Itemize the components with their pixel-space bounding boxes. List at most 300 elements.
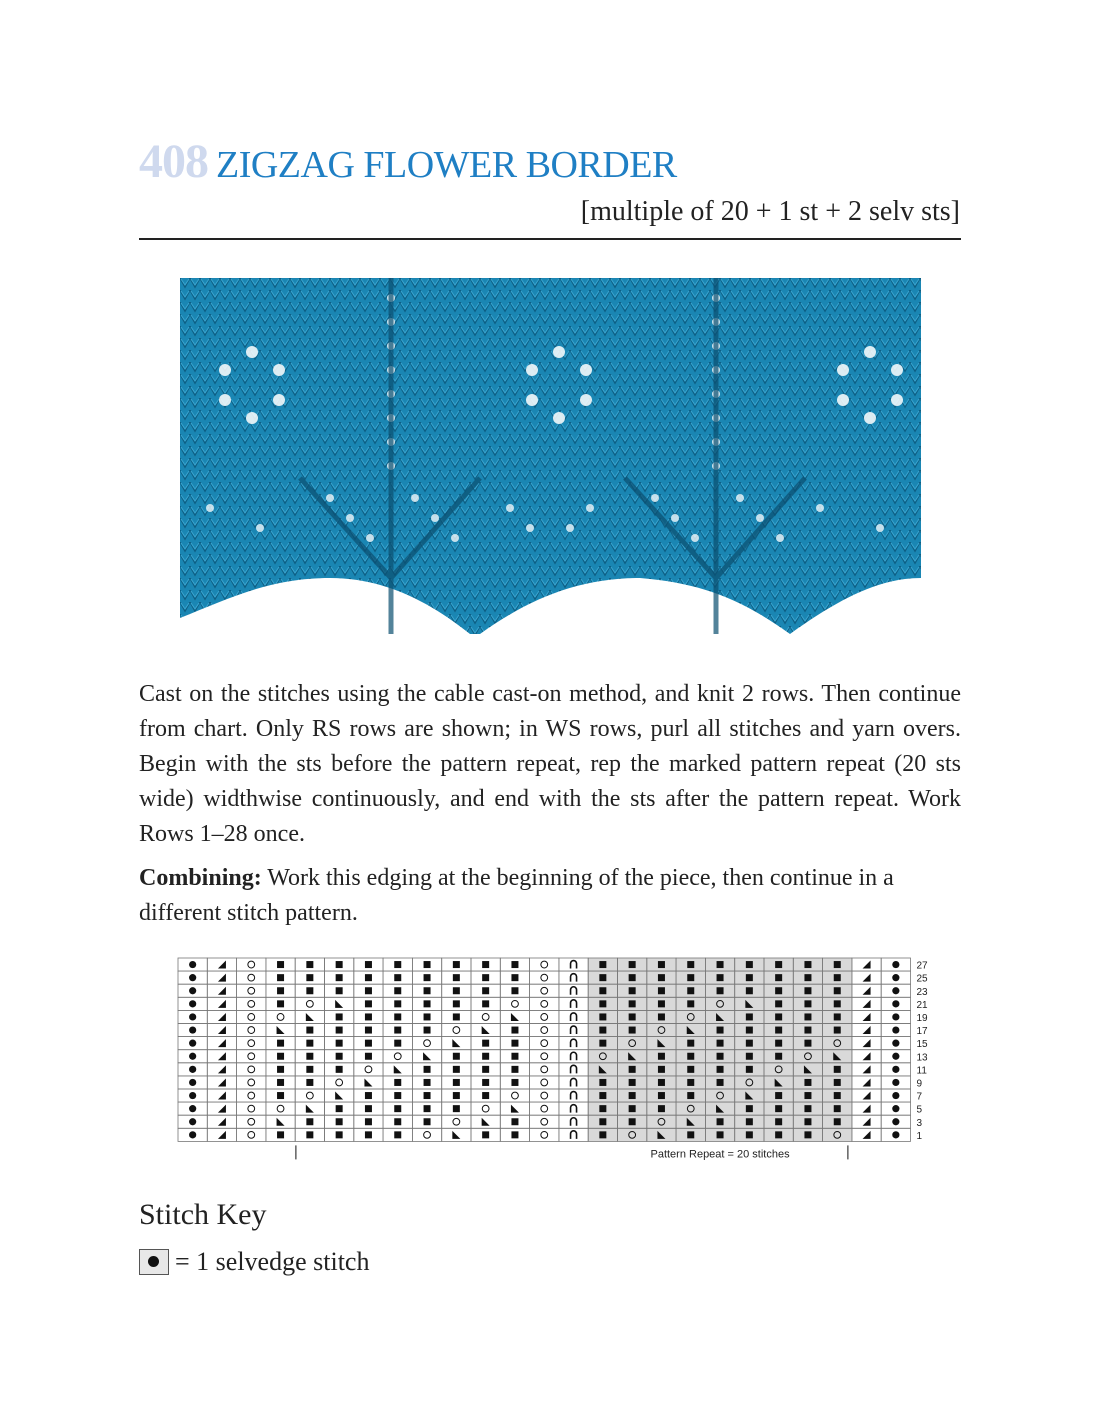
selvedge-stitch-symbol — [892, 1079, 899, 1086]
chart-row-number: 1 — [916, 1130, 923, 1142]
selvedge-stitch-symbol — [892, 1066, 899, 1073]
decrease-symbol — [218, 1118, 226, 1126]
decrease-symbol — [863, 961, 871, 969]
chart-cell — [237, 984, 266, 997]
knit-stitch-symbol — [629, 1000, 636, 1007]
knit-stitch-symbol — [453, 1013, 460, 1020]
decrease-symbol — [218, 1092, 226, 1100]
knit-stitch-symbol — [424, 974, 431, 981]
selvedge-icon — [139, 1249, 169, 1275]
knit-stitch-symbol — [687, 1131, 694, 1138]
knit-stitch-symbol — [804, 1131, 811, 1138]
knit-stitch-symbol — [599, 1131, 606, 1138]
chart-row-number: 7 — [916, 1091, 923, 1103]
knit-stitch-symbol — [511, 1040, 518, 1047]
knit-stitch-symbol — [599, 1027, 606, 1034]
knit-stitch-symbol — [804, 1027, 811, 1034]
knit-stitch-symbol — [453, 1066, 460, 1073]
selvedge-stitch-symbol — [892, 1000, 899, 1007]
yarn-over-symbol — [541, 1092, 548, 1099]
chart-cell — [237, 1024, 266, 1037]
knit-stitch-symbol — [365, 1105, 372, 1112]
knit-stitch-symbol — [336, 1027, 343, 1034]
knit-stitch-symbol — [511, 961, 518, 968]
combining-paragraph — [139, 861, 961, 931]
knit-stitch-symbol — [365, 1131, 372, 1138]
knit-stitch-symbol — [394, 1040, 401, 1047]
knit-stitch-symbol — [746, 1027, 753, 1034]
decrease-symbol — [335, 1092, 343, 1100]
chart-cell — [442, 1115, 471, 1128]
knit-stitch-symbol — [336, 1105, 343, 1112]
knit-stitch-symbol — [629, 1066, 636, 1073]
yarn-over-symbol — [453, 1027, 460, 1034]
cable-symbol — [571, 1118, 577, 1126]
cable-symbol — [571, 1039, 577, 1047]
knit-stitch-symbol — [453, 987, 460, 994]
selvedge-stitch-symbol — [189, 961, 196, 968]
chart-cell — [530, 1063, 559, 1076]
knit-stitch-symbol — [365, 961, 372, 968]
selvedge-stitch-symbol — [892, 1040, 899, 1047]
decrease-symbol — [863, 974, 871, 982]
knit-stitch-symbol — [394, 1131, 401, 1138]
yarn-over-symbol — [482, 1014, 489, 1021]
decrease-symbol — [482, 1026, 490, 1034]
chart-cell — [237, 1115, 266, 1128]
chart-cell — [471, 1010, 500, 1023]
decrease-symbol — [218, 1131, 226, 1139]
cable-symbol — [571, 987, 577, 995]
yarn-over-symbol — [541, 1131, 548, 1138]
knit-stitch-symbol — [746, 961, 753, 968]
knit-stitch-symbol — [511, 1118, 518, 1125]
knit-stitch-symbol — [394, 974, 401, 981]
decrease-symbol — [218, 1026, 226, 1034]
yarn-over-symbol — [248, 1079, 255, 1086]
knit-stitch-symbol — [424, 1079, 431, 1086]
yarn-over-symbol — [306, 1000, 313, 1007]
knit-stitch-symbol — [482, 1040, 489, 1047]
knit-stitch-symbol — [804, 974, 811, 981]
selvedge-stitch-symbol — [892, 1053, 899, 1060]
knit-stitch-symbol — [394, 987, 401, 994]
knit-stitch-symbol — [277, 974, 284, 981]
knit-stitch-symbol — [453, 1000, 460, 1007]
knit-stitch-symbol — [746, 1131, 753, 1138]
knit-stitch-symbol — [365, 1013, 372, 1020]
knit-stitch-symbol — [482, 1092, 489, 1099]
knit-stitch-symbol — [775, 1131, 782, 1138]
chart-row-number: 13 — [916, 1052, 928, 1064]
knit-stitch-symbol — [658, 1079, 665, 1086]
knit-stitch-symbol — [424, 1000, 431, 1007]
chart-cell — [530, 1024, 559, 1037]
knit-stitch-symbol — [511, 987, 518, 994]
knit-stitch-symbol — [394, 1105, 401, 1112]
knit-stitch-symbol — [277, 1040, 284, 1047]
pattern-repeat-label: Pattern Repeat = 20 stitches — [650, 1148, 790, 1161]
knit-stitch-symbol — [482, 1066, 489, 1073]
chart-cell — [530, 984, 559, 997]
knit-stitch-symbol — [511, 974, 518, 981]
yarn-over-symbol — [424, 1040, 431, 1047]
selvedge-stitch-symbol — [189, 1053, 196, 1060]
chart-cell — [530, 971, 559, 984]
knit-stitch-symbol — [599, 1040, 606, 1047]
knit-stitch-symbol — [306, 1079, 313, 1086]
knit-stitch-symbol — [306, 1066, 313, 1073]
knit-stitch-symbol — [365, 974, 372, 981]
chart-cell — [237, 971, 266, 984]
knit-stitch-symbol — [599, 974, 606, 981]
decrease-symbol — [306, 1105, 314, 1113]
yarn-over-symbol — [248, 1000, 255, 1007]
knit-stitch-symbol — [834, 1118, 841, 1125]
decrease-symbol — [863, 1092, 871, 1100]
knit-stitch-symbol — [658, 1066, 665, 1073]
yarn-over-symbol — [248, 1105, 255, 1112]
chart-cell — [237, 1076, 266, 1089]
chart-cell — [295, 997, 324, 1010]
knit-stitch-symbol — [629, 1105, 636, 1112]
knit-stitch-symbol — [599, 1000, 606, 1007]
knit-stitch-symbol — [687, 961, 694, 968]
knit-stitch-symbol — [658, 961, 665, 968]
knit-stitch-symbol — [453, 1105, 460, 1112]
knitting-chart — [176, 954, 936, 1180]
chart-cell — [383, 1050, 412, 1063]
knit-stitch-symbol — [424, 1118, 431, 1125]
cable-symbol — [571, 1105, 577, 1113]
cable-symbol — [571, 1000, 577, 1008]
knit-stitch-symbol — [365, 1027, 372, 1034]
knit-stitch-symbol — [658, 1092, 665, 1099]
knit-stitch-symbol — [775, 1027, 782, 1034]
knit-stitch-symbol — [629, 961, 636, 968]
title-divider — [139, 238, 961, 240]
yarn-over-symbol — [541, 1105, 548, 1112]
chart-row-number: 9 — [916, 1078, 923, 1090]
yarn-over-symbol — [541, 987, 548, 994]
knit-stitch-symbol — [804, 1000, 811, 1007]
knit-stitch-symbol — [394, 1013, 401, 1020]
swatch-image — [180, 278, 921, 642]
knit-stitch-symbol — [306, 987, 313, 994]
knit-stitch-symbol — [277, 961, 284, 968]
decrease-symbol — [863, 1052, 871, 1060]
knit-stitch-symbol — [629, 1118, 636, 1125]
decrease-symbol — [218, 1013, 226, 1021]
knit-stitch-symbol — [394, 1118, 401, 1125]
chart-cell — [207, 1076, 236, 1089]
knit-stitch-symbol — [394, 1000, 401, 1007]
instructions-paragraph: Cast on the stitches using the cable cast-on method, and knit 2 rows. Then continue from chart. Only RS rows are shown; in WS rows, purl all stitches and yarn overs. Begin with the sts before the pattern repeat, rep the marked pattern repeat (20 sts wide) widthwise continuously, and end with the sts after the pattern repeat. Work Rows 1–28 once. — [139, 681, 961, 847]
decrease-symbol — [364, 1078, 372, 1086]
knit-stitch-symbol — [511, 1066, 518, 1073]
knit-stitch-symbol — [453, 1053, 460, 1060]
knit-stitch-symbol — [834, 1092, 841, 1099]
knit-stitch-symbol — [775, 1013, 782, 1020]
knit-stitch-symbol — [482, 1079, 489, 1086]
chart-cell — [500, 997, 529, 1010]
decrease-symbol — [277, 1118, 285, 1126]
chart-cell — [266, 1010, 295, 1023]
decrease-symbol — [863, 1065, 871, 1073]
knit-stitch-symbol — [365, 1053, 372, 1060]
chart-cell — [325, 997, 354, 1010]
selvedge-stitch-symbol — [892, 987, 899, 994]
knit-stitch-symbol — [804, 1013, 811, 1020]
decrease-symbol — [863, 1131, 871, 1139]
knit-stitch-symbol — [804, 1118, 811, 1125]
decrease-symbol — [511, 1105, 519, 1113]
chart-cell — [295, 1102, 324, 1115]
yarn-over-symbol — [248, 987, 255, 994]
knit-stitch-symbol — [629, 987, 636, 994]
yarn-over-symbol — [248, 1027, 255, 1034]
knit-stitch-symbol — [834, 1066, 841, 1073]
decrease-symbol — [863, 1039, 871, 1047]
knit-stitch-symbol — [834, 987, 841, 994]
selvedge-stitch-symbol — [892, 1118, 899, 1125]
knit-stitch-symbol — [453, 961, 460, 968]
decrease-symbol — [863, 1026, 871, 1034]
knit-stitch-symbol — [834, 974, 841, 981]
knit-stitch-symbol — [365, 1092, 372, 1099]
chart-cell — [237, 997, 266, 1010]
cable-symbol — [571, 1078, 577, 1086]
knit-stitch-symbol — [775, 974, 782, 981]
knit-stitch-symbol — [424, 987, 431, 994]
selvedge-stitch-symbol — [189, 1013, 196, 1020]
decrease-symbol — [394, 1065, 402, 1073]
yarn-over-symbol — [541, 1027, 548, 1034]
cable-symbol — [571, 1131, 577, 1139]
yarn-over-symbol — [424, 1131, 431, 1138]
knit-stitch-symbol — [658, 974, 665, 981]
decrease-symbol — [218, 1000, 226, 1008]
knit-stitch-symbol — [277, 1066, 284, 1073]
yarn-over-symbol — [541, 1066, 548, 1073]
chart-row-number: 5 — [916, 1104, 923, 1116]
knit-stitch-symbol — [687, 1000, 694, 1007]
knit-stitch-symbol — [482, 974, 489, 981]
knit-stitch-symbol — [365, 1118, 372, 1125]
knit-stitch-symbol — [746, 1040, 753, 1047]
knit-stitch-symbol — [746, 1066, 753, 1073]
knit-stitch-symbol — [453, 1079, 460, 1086]
knit-stitch-symbol — [834, 1000, 841, 1007]
decrease-symbol — [218, 1039, 226, 1047]
knit-stitch-symbol — [365, 987, 372, 994]
knit-stitch-symbol — [306, 961, 313, 968]
chart-cell — [530, 1037, 559, 1050]
knit-stitch-symbol — [775, 1092, 782, 1099]
knit-stitch-symbol — [687, 1053, 694, 1060]
stitch-key-heading: Stitch Key — [139, 1198, 267, 1231]
decrease-symbol — [335, 1000, 343, 1008]
knit-stitch-symbol — [746, 987, 753, 994]
knit-stitch-symbol — [775, 961, 782, 968]
chart-cell — [530, 1089, 559, 1102]
knit-stitch-symbol — [687, 1066, 694, 1073]
knit-stitch-symbol — [482, 987, 489, 994]
chart-row-number: 15 — [916, 1039, 928, 1051]
chart-cell — [500, 1102, 529, 1115]
knit-stitch-symbol — [746, 1105, 753, 1112]
decrease-symbol — [863, 1105, 871, 1113]
knit-stitch-symbol — [424, 1105, 431, 1112]
yarn-over-symbol — [248, 1040, 255, 1047]
knit-stitch-symbol — [746, 1013, 753, 1020]
chart-cell — [471, 1102, 500, 1115]
knit-stitch-symbol — [834, 1027, 841, 1034]
knit-stitch-symbol — [834, 1105, 841, 1112]
selvedge-stitch-symbol — [189, 1026, 196, 1033]
knit-stitch-symbol — [306, 1040, 313, 1047]
knit-stitch-symbol — [277, 1092, 284, 1099]
yarn-over-symbol — [453, 1118, 460, 1125]
yarn-over-symbol — [248, 961, 255, 968]
selvedge-stitch-symbol — [892, 974, 899, 981]
knit-stitch-symbol — [336, 1053, 343, 1060]
knit-stitch-symbol — [336, 987, 343, 994]
knit-stitch-symbol — [277, 1079, 284, 1086]
knit-stitch-symbol — [599, 1105, 606, 1112]
chart-cell — [852, 1037, 881, 1050]
knit-stitch-symbol — [599, 987, 606, 994]
page-title — [139, 134, 677, 194]
yarn-over-symbol — [248, 1066, 255, 1073]
knit-stitch-symbol — [599, 1079, 606, 1086]
decrease-symbol — [863, 1078, 871, 1086]
knit-stitch-symbol — [365, 1040, 372, 1047]
chart-cell — [237, 1063, 266, 1076]
chart-grid — [176, 954, 936, 1180]
selvedge-stitch-symbol — [189, 1105, 196, 1112]
knit-stitch-symbol — [717, 1131, 724, 1138]
knit-stitch-symbol — [482, 1131, 489, 1138]
cable-symbol — [571, 974, 577, 982]
yarn-over-symbol — [365, 1066, 372, 1073]
chart-cell — [412, 1128, 441, 1141]
knit-stitch-symbol — [336, 974, 343, 981]
knit-stitch-symbol — [717, 1053, 724, 1060]
yarn-over-symbol — [248, 1118, 255, 1125]
chart-cell — [442, 1037, 471, 1050]
yarn-over-symbol — [541, 1118, 548, 1125]
knit-stitch-symbol — [306, 1118, 313, 1125]
knit-stitch-symbol — [834, 1013, 841, 1020]
selvedge-stitch-symbol — [892, 1131, 899, 1138]
knit-stitch-symbol — [511, 1053, 518, 1060]
swatch-photo — [180, 278, 921, 642]
yarn-over-symbol — [541, 1079, 548, 1086]
knit-stitch-symbol — [804, 1079, 811, 1086]
knit-stitch-symbol — [775, 1053, 782, 1060]
knit-stitch-symbol — [277, 1131, 284, 1138]
knit-stitch-symbol — [424, 1027, 431, 1034]
chart-cell — [530, 1115, 559, 1128]
knit-stitch-symbol — [511, 1079, 518, 1086]
cable-symbol — [571, 1013, 577, 1021]
chart-cell — [237, 1050, 266, 1063]
decrease-symbol — [277, 1026, 285, 1034]
knit-stitch-symbol — [482, 1053, 489, 1060]
chart-cell — [237, 1010, 266, 1023]
chart-cell — [295, 1089, 324, 1102]
pattern-number: 408 — [139, 135, 208, 188]
chart-cell — [530, 1050, 559, 1063]
knit-stitch-symbol — [394, 961, 401, 968]
knit-stitch-symbol — [424, 961, 431, 968]
decrease-symbol — [218, 1078, 226, 1086]
knit-stitch-symbol — [511, 1131, 518, 1138]
chart-cell — [852, 1102, 881, 1115]
chart-cell — [442, 1024, 471, 1037]
cable-symbol — [571, 1092, 577, 1100]
combining-text: Work this edging at the beginning of the piece, then continue in a different stitch pattern. — [139, 865, 894, 926]
chart-cell — [237, 958, 266, 971]
chart-cell — [207, 958, 236, 971]
knit-stitch-symbol — [804, 987, 811, 994]
chart-row-number: 19 — [916, 1012, 928, 1024]
knit-stitch-symbol — [717, 974, 724, 981]
knit-stitch-symbol — [336, 1040, 343, 1047]
chart-cell — [325, 1076, 354, 1089]
decrease-symbol — [863, 987, 871, 995]
cable-symbol — [571, 1052, 577, 1060]
knit-stitch-symbol — [482, 1000, 489, 1007]
selvedge-stitch-symbol — [189, 1066, 196, 1073]
knit-stitch-symbol — [834, 961, 841, 968]
yarn-over-symbol — [541, 1014, 548, 1021]
knit-stitch-symbol — [394, 1027, 401, 1034]
chart-row-number: 27 — [916, 960, 928, 972]
yarn-over-symbol — [336, 1079, 343, 1086]
chart-cell — [207, 997, 236, 1010]
knit-stitch-symbol — [658, 987, 665, 994]
selvedge-stitch-symbol — [189, 1131, 196, 1138]
knit-stitch-symbol — [717, 1079, 724, 1086]
cable-symbol — [571, 961, 577, 969]
knit-stitch-symbol — [453, 1092, 460, 1099]
cable-symbol — [571, 1065, 577, 1073]
knit-stitch-symbol — [775, 1118, 782, 1125]
knit-stitch-symbol — [599, 1118, 606, 1125]
knit-stitch-symbol — [658, 1000, 665, 1007]
knit-stitch-symbol — [336, 1066, 343, 1073]
knit-stitch-symbol — [658, 1013, 665, 1020]
chart-cell — [354, 1076, 383, 1089]
knit-stitch-symbol — [365, 1000, 372, 1007]
knit-stitch-symbol — [306, 1053, 313, 1060]
knit-stitch-symbol — [746, 974, 753, 981]
knit-stitch-symbol — [717, 1118, 724, 1125]
chart-cell — [237, 1128, 266, 1141]
knit-stitch-symbol — [424, 1066, 431, 1073]
chart-row-number: 17 — [916, 1026, 928, 1038]
knit-stitch-symbol — [629, 1013, 636, 1020]
knit-stitch-symbol — [599, 961, 606, 968]
chart-cell — [500, 1089, 529, 1102]
knit-stitch-symbol — [424, 1013, 431, 1020]
knit-stitch-symbol — [658, 1105, 665, 1112]
knit-stitch-symbol — [629, 1092, 636, 1099]
knit-stitch-symbol — [746, 1118, 753, 1125]
knit-stitch-symbol — [336, 1013, 343, 1020]
